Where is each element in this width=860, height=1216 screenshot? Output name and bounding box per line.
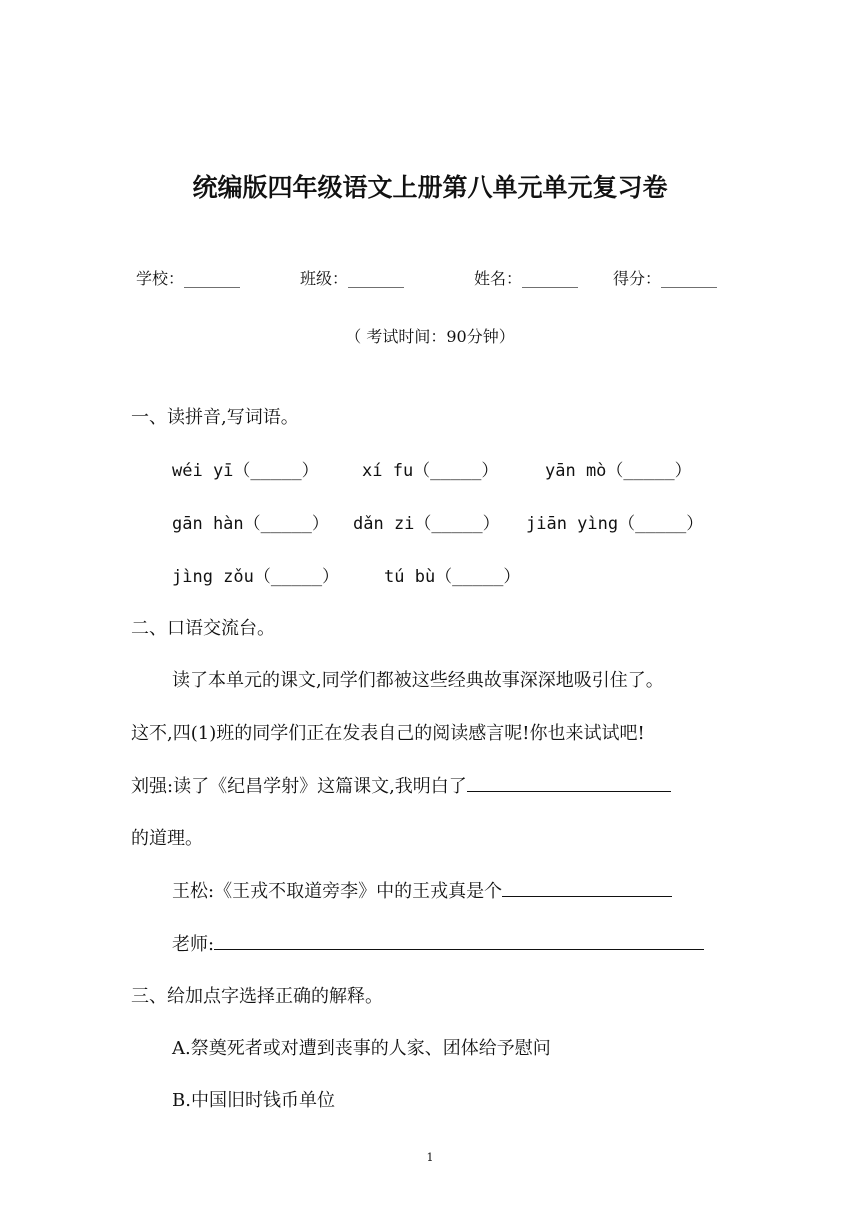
pinyin-item: xí fu（_____） <box>362 461 499 481</box>
page-number: 1 <box>426 1151 434 1164</box>
exam-time: （ 考试时间：90分钟） <box>345 327 515 346</box>
option-b: B.中国旧时钱币单位 <box>172 1090 335 1111</box>
liuqiang-statement <box>131 772 671 798</box>
wangsong-statement <box>172 877 672 903</box>
name-field: 姓名：_______ <box>474 269 579 288</box>
section2-paragraph-line1: 读了本单元的课文,同学们都被这些经典故事深深地吸引住了。 <box>172 670 664 691</box>
pinyin-item: wéi yī（_____） <box>172 461 319 481</box>
section3-heading: 三、给加点字选择正确的解释。 <box>131 986 383 1007</box>
pinyin-item: jìng zǒu（_____） <box>172 567 340 587</box>
pinyin-item: jiān yìng（_____） <box>526 514 704 534</box>
liuqiang-statement-end: 的道理。 <box>131 828 203 849</box>
teacher-statement <box>172 930 704 956</box>
answer-blank[interactable] <box>214 931 704 950</box>
pinyin-item: tú bù（_____） <box>384 567 521 587</box>
teacher-text: 老师: <box>172 934 215 955</box>
liuqiang-text: 刘强:读了《纪昌学射》这篇课文,我明白了 <box>131 776 467 797</box>
class-field: 班级：_______ <box>300 269 405 288</box>
section2-paragraph-line2: 这不,四(1)班的同学们正在发表自己的阅读感言呢!你也来试试吧! <box>131 723 645 744</box>
section1-heading: 一、读拼音,写词语。 <box>131 407 299 428</box>
pinyin-item: dǎn zi（_____） <box>353 514 500 534</box>
document-title: 统编版四年级语文上册第八单元单元复习卷 <box>192 173 668 202</box>
pinyin-item: gān hàn（_____） <box>172 514 329 534</box>
pinyin-item: yān mò（_____） <box>545 461 692 481</box>
wangsong-text: 王松:《王戎不取道旁李》中的王戎真是个 <box>172 881 503 902</box>
option-a: A.祭奠死者或对遭到丧事的人家、团体给予慰问 <box>172 1038 551 1059</box>
school-field: 学校：_______ <box>136 269 241 288</box>
answer-blank[interactable] <box>502 878 672 897</box>
score-field: 得分：_______ <box>613 269 718 288</box>
answer-blank[interactable] <box>467 773 671 792</box>
section2-heading: 二、口语交流台。 <box>131 618 275 639</box>
